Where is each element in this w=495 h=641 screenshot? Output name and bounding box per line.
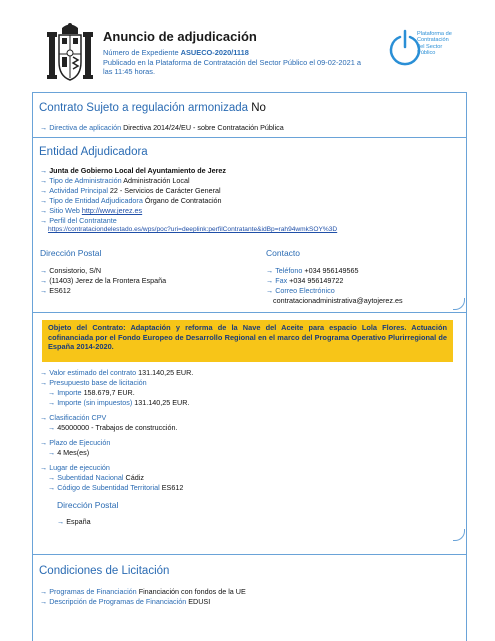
arrow-icon: → [48,473,56,482]
plazo-value-row: → 4 Mes(es) [48,448,90,457]
arrow-icon: → [48,388,56,397]
published-line-2: las 11:45 horas. [103,67,156,77]
arrow-icon: → [48,483,56,492]
section-divider [32,137,467,138]
fax-row: → Fax +034 956149722 [266,276,344,285]
arrow-icon: → [40,438,48,447]
tipo-admin-row: → Tipo de Administración Administración Local [40,176,190,185]
lugar-direccion-title: Dirección Postal [57,500,119,510]
arrow-icon: → [266,286,274,295]
armonizada-value: No [251,102,266,114]
arrow-icon: → [48,448,56,457]
arrow-icon: → [40,196,48,205]
perfil-row: → Perfil del Contratante [40,216,117,225]
arrow-icon: → [40,597,48,606]
arrow-icon: → [266,266,274,275]
arrow-icon: → [40,186,48,195]
arrow-icon: → [48,398,56,407]
arrow-icon: → [40,166,48,175]
actividad-row: → Actividad Principal 22 - Servicios de Carácter General [40,186,221,195]
email-value: contratacionadministrativa@aytojerez.es [273,296,403,305]
entidad-name-row: → Junta de Gobierno Local del Ayuntamiento de Jerez [40,166,226,175]
subentidad-row: → Subentidad Nacional Cádiz [48,473,144,482]
importe-sin-row: → Importe (sin impuestos) 131.140,25 EUR. [48,398,190,407]
arrow-icon: → [40,368,48,377]
sitio-web-link[interactable]: http://www.jerez.es [81,206,143,215]
codigo-row: → Código de Subentidad Territorial ES612 [48,483,184,492]
sitio-web-row: → Sitio Web http://www.jerez.es [40,206,143,215]
arrow-icon: → [40,378,48,387]
email-label-row: → Correo Electrónico [266,286,335,295]
arrow-icon: → [40,266,48,275]
published-line-1: Publicado en la Plataforma de Contratación del Sector Público el 09-02-2021 a [103,57,362,67]
direccion-line-2: → (11403) Jerez de la Frontera España [40,276,167,285]
programas-row: → Programas de Financiación Financiación con fondos de la UE [40,587,246,596]
email-value-row [273,296,403,306]
cpv-label-row: → Clasificación CPV [40,413,107,422]
objeto-contrato-highlight: Objeto del Contrato: Adaptación y reforma de la Nave del Aceite para espacio Lola Flores. Actuación cofinanciada por el Fondo Europeo de Desarrollo Regional en el marco del Programa Operativo Plurirregional de España 2014-2020. [42,320,453,362]
section-divider [32,312,467,313]
arrow-icon: → [40,206,48,215]
expediente-label: Número de Expediente [103,48,181,57]
cpv-value-row: → 45000000 - Trabajos de construcción. [48,423,178,432]
direccion-line-3: → ES612 [40,286,71,295]
platform-logo-text: Plataforma de Contratación del Sector Público [417,31,452,57]
arrow-icon: → [40,413,48,422]
contacto-title: Contacto [266,248,301,258]
tipo-entidad-row: → Tipo de Entidad Adjudicadora Órgano de Contratación [40,196,222,205]
descripcion-programas-row: → Descripción de Programas de Financiación EDUSI [40,597,211,606]
arrow-icon: → [40,216,48,225]
expediente-number: ASUECO-2020/1118 [180,48,249,57]
arrow-icon: → [57,517,65,526]
telefono-row: → Teléfono +034 956149565 [266,266,359,275]
section-divider [32,554,467,555]
direccion-line-1: → Consistorio, S/N [40,266,102,275]
header-subtitle [103,48,383,77]
page-title: Anuncio de adjudicación [103,29,257,44]
arrow-icon: → [40,123,48,132]
arrow-icon: → [40,463,48,472]
arrow-icon: → [40,176,48,185]
directiva-row: → Directiva de aplicación Directiva 2014/24/EU - sobre Contratación Pública [40,123,284,132]
plazo-label-row: → Plazo de Ejecución [40,438,111,447]
importe-row: → Importe 158.679,7 EUR. [48,388,135,397]
contrato-section-title: Contrato Sujeto a regulación armonizada No [39,102,266,114]
perfil-contratante-link[interactable]: https://contrataciondelestado.es/wps/poc?uri=deeplink:perfilContratante&idBp=rah94wmkSOY%3D [48,226,338,233]
perfil-link-row [48,226,337,235]
presupuesto-row: → Presupuesto base de licitación [40,378,147,387]
direccion-title: Dirección Postal [40,248,102,258]
arrow-icon: → [266,276,274,285]
arrow-icon: → [40,286,48,295]
condiciones-section-title: Condiciones de Licitación [39,565,170,577]
spanish-coat-of-arms-icon [47,22,93,84]
arrow-icon: → [48,423,56,432]
lugar-label-row: → Lugar de ejecución [40,463,110,472]
entidad-section-title: Entidad Adjudicadora [39,146,148,158]
valor-row: → Valor estimado del contrato 131.140,25 EUR. [40,368,194,377]
document-header [0,0,495,90]
arrow-icon: → [40,587,48,596]
lugar-direccion-value-row: → España [57,517,91,526]
arrow-icon: → [40,276,48,285]
